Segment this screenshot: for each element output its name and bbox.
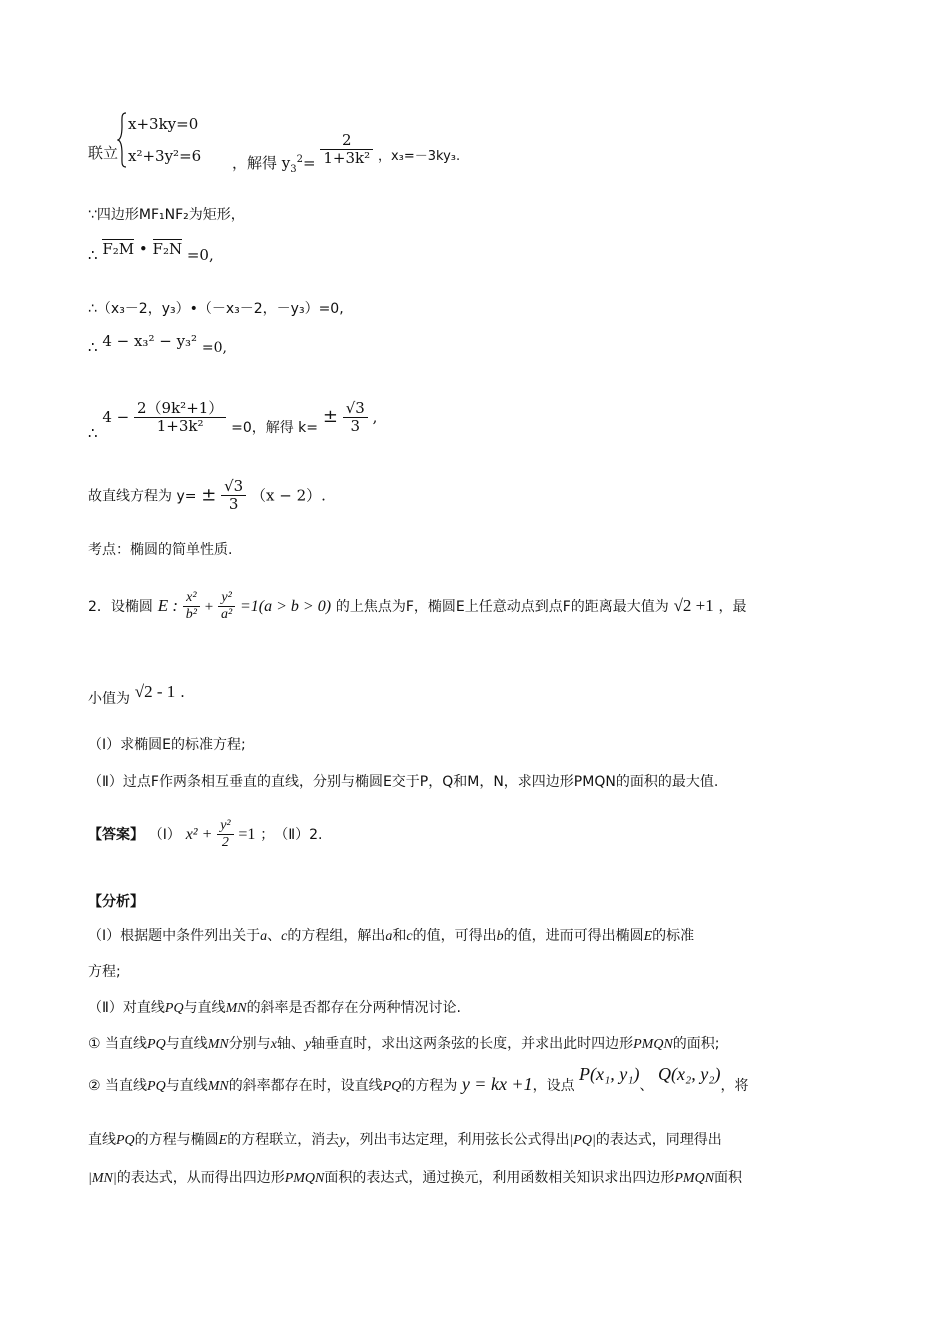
plus-symbol: + bbox=[204, 599, 214, 616]
line-knowledge-point: 考点：椭圆的简单性质. bbox=[88, 542, 233, 558]
analysis-heading: 【分析】 bbox=[88, 894, 144, 910]
point-p: P(x₁, y₁) bbox=[579, 1064, 640, 1084]
line-four-minus bbox=[88, 332, 227, 356]
fraction-y3: $\frac{2}{\text{1+3k²}}$ bbox=[320, 132, 373, 168]
dot-symbol: • bbox=[138, 240, 148, 258]
analysis-6: |MN|的表达式，从而得出四边形PMQN面积的表达式，通过换元，利用函数相关知识求出四边形PMQN面积 bbox=[88, 1170, 743, 1186]
point-q: Q(x₂, y₂) bbox=[657, 1064, 721, 1084]
question-2-line-2 bbox=[88, 682, 185, 707]
expr-lead: 4 − bbox=[102, 407, 130, 426]
fraction-y2-2: $\frac{\text{y²}}{2}$ bbox=[217, 818, 233, 851]
min-end: . bbox=[180, 683, 185, 701]
fraction-k: $\frac{\text{2（9k²+1）}}{\text{1+3k²}}$ bbox=[134, 400, 226, 436]
therefore-symbol: ∴ bbox=[88, 423, 98, 442]
ellipse-eq-pre: E : bbox=[157, 596, 178, 616]
question-2 bbox=[88, 590, 747, 623]
pm-symbol: ± bbox=[322, 405, 338, 427]
answer-eq-b: =1 bbox=[238, 826, 256, 844]
analysis-2: （Ⅱ）对直线PQ与直线MN的斜率是否都存在分两种情况讨论. bbox=[88, 1000, 462, 1016]
therefore-symbol: ∴ bbox=[88, 338, 98, 356]
solve-tail: , bbox=[372, 407, 378, 426]
system-eq-1: x+3ky=0 bbox=[128, 115, 199, 133]
line-line-equation bbox=[88, 478, 326, 514]
analysis-1b: 方程; bbox=[88, 964, 121, 980]
answer-tag: 【答案】 bbox=[88, 827, 144, 844]
system-eq-2: x²+3y²=6 bbox=[128, 147, 202, 165]
line-rectangle: ∵四边形MF₁NF₂为矩形， bbox=[88, 207, 245, 223]
fraction-root3: $\frac{√3}{3}$ bbox=[343, 400, 368, 436]
expr-tail: =0, bbox=[201, 340, 227, 356]
text-tail: ，x₃=－3ky₃. bbox=[377, 149, 461, 165]
vector-f2n: F₂N bbox=[152, 240, 183, 258]
line-eq-tail: （x − 2）. bbox=[251, 486, 326, 505]
therefore-symbol: ∴ bbox=[88, 246, 98, 264]
y3-var: $y_3^2=$ bbox=[281, 154, 316, 176]
brace-icon bbox=[117, 112, 127, 168]
line-dot-coords: ∴（x₃－2，y₃）•（－x₃－2，－y₃）=0, bbox=[88, 301, 344, 317]
vectors-tail: =0, bbox=[186, 246, 214, 264]
answer-part-1: （Ⅰ） bbox=[148, 827, 181, 844]
min-value: √2 - 1 bbox=[134, 682, 176, 701]
analysis-3: ① 当直线PQ与直线MN分别与x轴、y轴垂直时，求出这两条弦的长度，并求出此时四边形PMQN的面积; bbox=[88, 1036, 720, 1052]
question-number: 2．设椭圆 bbox=[88, 599, 153, 616]
ellipse-eq-post: =1(a > b > 0) bbox=[240, 598, 332, 616]
answer-line bbox=[88, 818, 322, 851]
line-eq-lead: 故直线方程为 y= bbox=[88, 488, 197, 505]
question-text: 的上焦点为F，椭圆E上任意动点到点F的距离最大值为 bbox=[335, 599, 669, 616]
fraction-y2-a2: $\frac{\text{y²}}{\text{a²}}$ bbox=[218, 590, 235, 623]
part-1: （Ⅰ）求椭圆E的标准方程; bbox=[88, 737, 246, 753]
analysis-4: ② 当直线PQ与直线MN的斜率都存在时，设直线PQ的方程为 y = kx +1，设点 P(x₁, y₁)、 Q(x₂, y₂)，将 bbox=[88, 1064, 749, 1094]
line-system bbox=[88, 146, 118, 161]
expr-four-minus: 4 − x₃² − y₃² bbox=[102, 332, 198, 350]
text-lead: 联立 bbox=[88, 144, 119, 162]
text-mid: ，解得 bbox=[232, 154, 278, 173]
fraction-x2-b2: $\frac{\text{x²}}{\text{b²}}$ bbox=[183, 590, 200, 623]
line-system-rest bbox=[232, 131, 461, 176]
vector-f2m: F₂M bbox=[102, 240, 135, 258]
part-2: （Ⅱ）过点F作两条相互垂直的直线，分别与椭圆E交于P，Q和M，N，求四边形PMQN的面积的最大值. bbox=[88, 774, 719, 790]
answer-sep: ； （Ⅱ）2. bbox=[260, 827, 323, 844]
min-label: 小值为 bbox=[88, 691, 130, 707]
analysis-1: （Ⅰ）根据题中条件列出关于a、c的方程组，解出a和c的值，可得出b的值，进而可得出椭圆E的标准 bbox=[88, 928, 695, 944]
analysis-5: 直线PQ的方程与椭圆E的方程联立，消去y，列出韦达定理，利用弦长公式得出|PQ|的表达式，同理得出 bbox=[88, 1132, 722, 1148]
line-solve-k bbox=[88, 399, 378, 442]
line-pq-equation: y = kx +1 bbox=[461, 1074, 533, 1094]
pm-symbol: ± bbox=[201, 484, 217, 506]
line-vectors bbox=[88, 240, 214, 264]
solve-mid: =0，解得 k= bbox=[231, 419, 319, 436]
question-end: ，最 bbox=[718, 599, 747, 616]
max-value: √2 +1 bbox=[673, 596, 714, 616]
fraction-slope: $\frac{√3}{3}$ bbox=[221, 478, 246, 514]
answer-eq-a: x² + bbox=[185, 826, 213, 844]
